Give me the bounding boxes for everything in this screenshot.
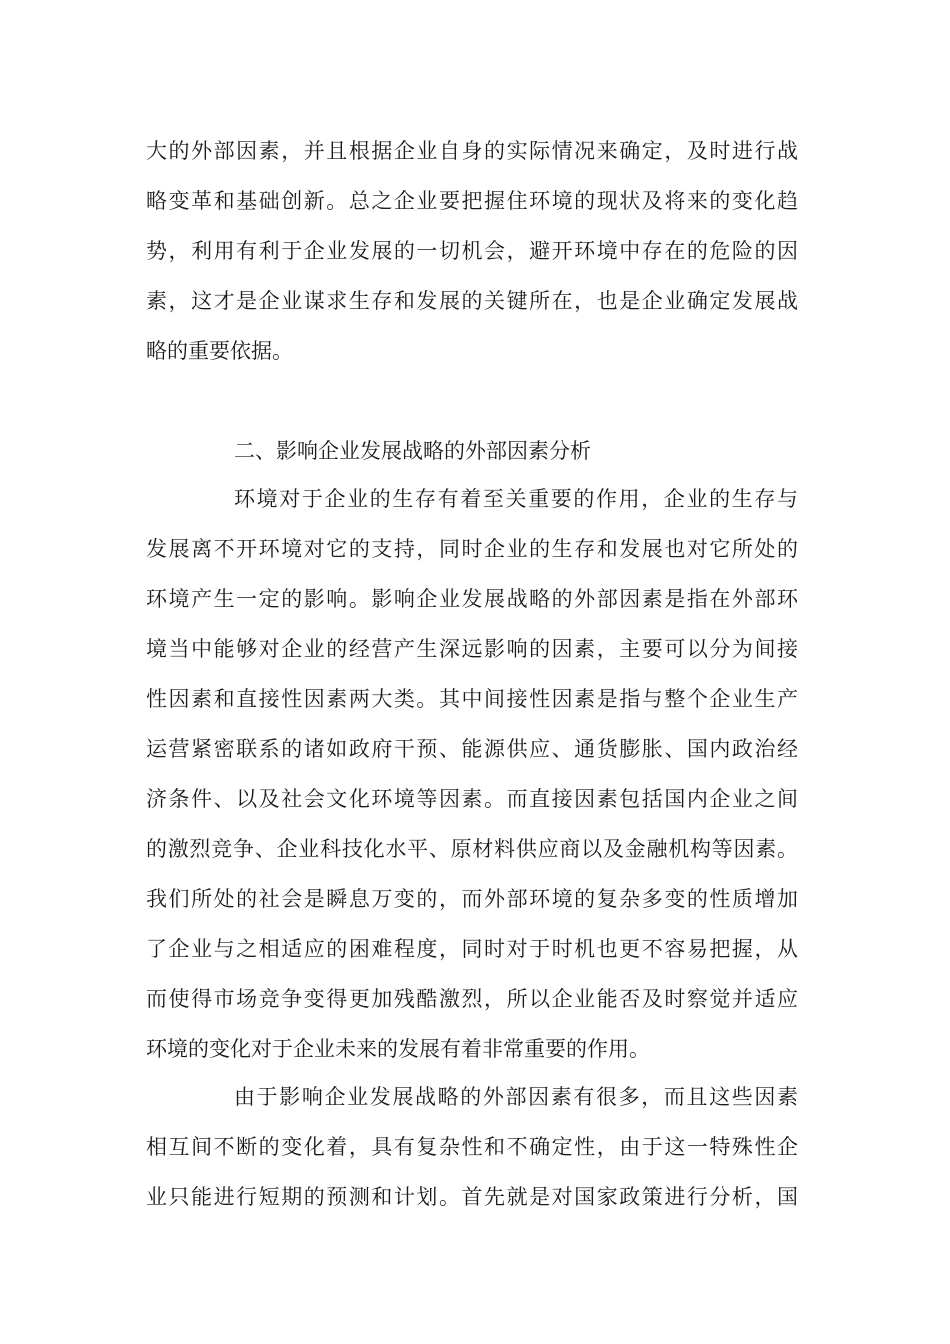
paragraph-line: 的激烈竞争、企业科技化水平、原材料供应商以及金融机构等因素。 bbox=[146, 837, 798, 861]
paragraph-line: 相互间不断的变化着，具有复杂性和不确定性，由于这一特殊性企 bbox=[146, 1135, 798, 1159]
paragraph-line: 略变革和基础创新。总之企业要把握住环境的现状及将来的变化趋 bbox=[146, 189, 798, 213]
paragraph-line: 势，利用有利于企业发展的一切机会，避开环境中存在的危险的因 bbox=[146, 239, 798, 263]
paragraph-line: 环境产生一定的影响。影响企业发展战略的外部因素是指在外部环 bbox=[146, 587, 798, 611]
paragraph-external-factors bbox=[146, 474, 798, 1074]
paragraph-line: 由于影响企业发展战略的外部因素有很多，而且这些因素 bbox=[234, 1085, 798, 1109]
paragraph-line: 我们所处的社会是瞬息万变的，而外部环境的复杂多变的性质增加 bbox=[146, 887, 798, 911]
section-heading: 二、影响企业发展战略的外部因素分析 bbox=[234, 439, 591, 463]
paragraph-line: 境当中能够对企业的经营产生深远影响的因素，主要可以分为间接 bbox=[146, 637, 798, 661]
paragraph-line: 大的外部因素，并且根据企业自身的实际情况来确定，及时进行战 bbox=[146, 139, 798, 163]
paragraph-line: 素，这才是企业谋求生存和发展的关键所在，也是企业确定发展战 bbox=[146, 289, 798, 313]
paragraph-line: 略的重要依据。 bbox=[146, 339, 293, 363]
paragraph-line: 业只能进行短期的预测和计划。首先就是对国家政策进行分析，国 bbox=[146, 1185, 798, 1209]
paragraph-line: 环境的变化对于企业未来的发展有着非常重要的作用。 bbox=[146, 1037, 650, 1061]
paragraph-intro bbox=[146, 126, 798, 376]
paragraph-analysis bbox=[146, 1072, 798, 1222]
paragraph-line: 环境对于企业的生存有着至关重要的作用，企业的生存与 bbox=[234, 487, 798, 511]
paragraph-line: 而使得市场竞争变得更加残酷激烈，所以企业能否及时察觉并适应 bbox=[146, 987, 798, 1011]
paragraph-line: 发展离不开环境对它的支持，同时企业的生存和发展也对它所处的 bbox=[146, 537, 798, 561]
paragraph-line: 运营紧密联系的诸如政府干预、能源供应、通货膨胀、国内政治经 bbox=[146, 737, 798, 761]
paragraph-line: 性因素和直接性因素两大类。其中间接性因素是指与整个企业生产 bbox=[146, 687, 798, 711]
paragraph-line: 了企业与之相适应的困难程度，同时对于时机也更不容易把握，从 bbox=[146, 937, 798, 961]
paragraph-line: 济条件、以及社会文化环境等因素。而直接因素包括国内企业之间 bbox=[146, 787, 798, 811]
